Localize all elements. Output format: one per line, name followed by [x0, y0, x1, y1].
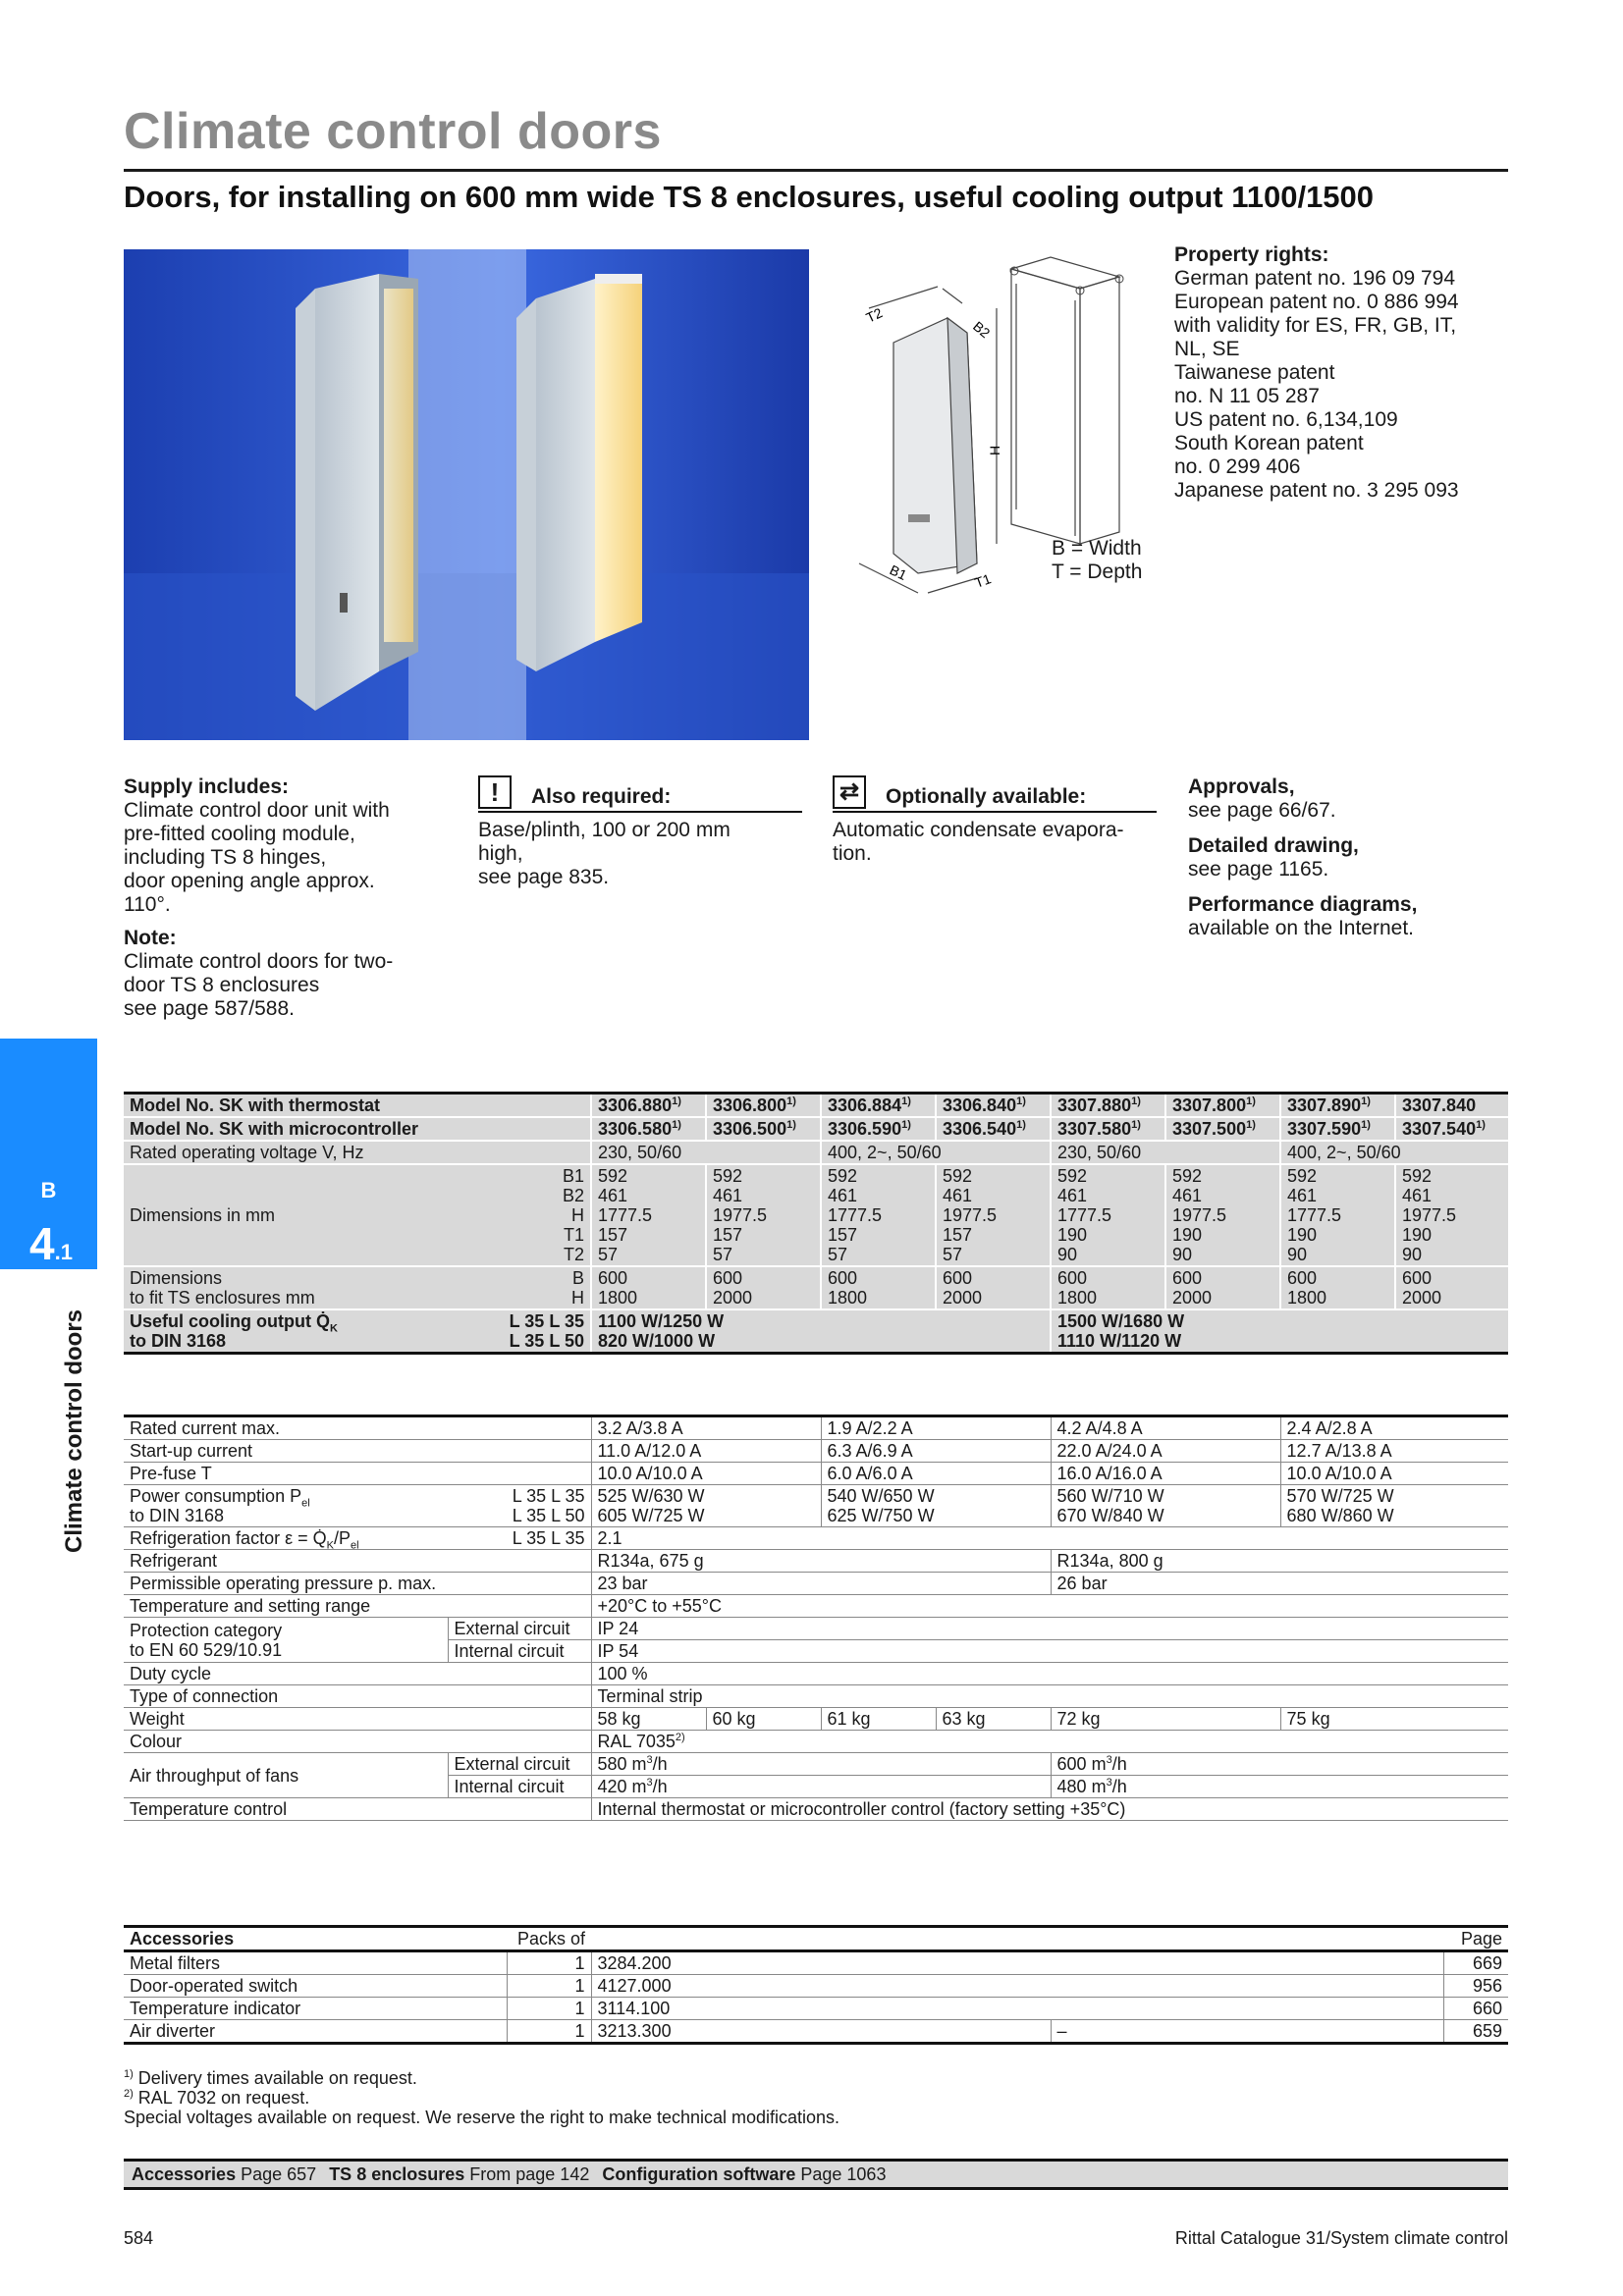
xref-software-page[interactable]: Page 1063	[800, 2164, 887, 2184]
model-no: 3306.884	[828, 1095, 902, 1115]
value-cell: IP 24	[591, 1618, 1508, 1640]
accessory-packs: 1	[507, 1951, 591, 1975]
accessory-page: 956	[1443, 1975, 1508, 1998]
row-label	[124, 1309, 497, 1354]
model-table	[124, 1092, 1508, 1355]
row-temp-control	[124, 1798, 1508, 1821]
supply-line: 110°.	[124, 893, 171, 916]
factor-key: L 35 L 35	[448, 1527, 591, 1550]
optional-line: tion.	[833, 842, 872, 865]
unit-tail: /h	[1111, 1777, 1127, 1796]
property-line: no. N 11 05 287	[1174, 385, 1320, 407]
fit-cell: 600 1800	[1051, 1266, 1165, 1309]
model-cell	[1280, 1117, 1395, 1141]
xref-enclosures: TS 8 enclosures	[329, 2164, 465, 2184]
airflow-value: 580 m	[597, 1754, 647, 1774]
row-label: Pre-fuse T	[124, 1463, 591, 1485]
model-cell	[1395, 1094, 1508, 1118]
footnote-text: RAL 7032 on request.	[133, 2088, 310, 2108]
model-cell	[1051, 1117, 1165, 1141]
value-cell: 10.0 A/10.0 A	[591, 1463, 821, 1485]
row-prefuse	[124, 1463, 1508, 1485]
footnote-mark: 1)	[672, 1095, 681, 1107]
diagrams-title: Performance diagrams,	[1188, 893, 1418, 916]
unit-tail: /h	[1111, 1754, 1127, 1774]
note-line: Climate control doors for two-	[124, 950, 394, 973]
also-required-line: high,	[478, 842, 523, 865]
value-cell: 16.0 A/16.0 A	[1051, 1463, 1280, 1485]
value-cell: 6.0 A/6.0 A	[821, 1463, 1051, 1485]
footnote-mark: 2)	[124, 2088, 134, 2100]
model-no: 3306.540	[943, 1119, 1017, 1139]
row-label: Duty cycle	[124, 1663, 591, 1685]
value-cell	[591, 1753, 1051, 1776]
also-required-title: Also required:	[531, 785, 672, 808]
model-cell	[591, 1117, 706, 1141]
label-b2: B2	[970, 318, 994, 342]
voltage-cell: 230, 50/60	[1051, 1141, 1280, 1164]
dim-cell: 592 461 1777.5 157 57	[591, 1164, 706, 1266]
fit-cell: 600 2000	[936, 1266, 1051, 1309]
model-cell	[706, 1094, 821, 1118]
footnote-1	[124, 2068, 839, 2088]
circuit-label: Internal circuit	[448, 1776, 591, 1798]
footnote-mark: 1)	[1361, 1095, 1371, 1107]
note-title: Note:	[124, 927, 177, 949]
section-main: 4	[29, 1218, 55, 1269]
accessory-model2	[1051, 1951, 1443, 1975]
footnote-mark: 1)	[1016, 1119, 1026, 1131]
row-label: Air throughput of fans	[124, 1753, 448, 1798]
footnote-mark: 2)	[675, 1732, 685, 1743]
title-rule	[124, 169, 1508, 172]
supply-title: Supply includes:	[124, 775, 290, 798]
value-cell: 63 kg	[936, 1708, 1051, 1731]
footnote-mark: 1)	[1131, 1119, 1141, 1131]
model-cell	[821, 1094, 936, 1118]
supply-line: pre-fitted cooling module,	[124, 823, 355, 845]
row-label: Weight	[124, 1708, 591, 1731]
section-number	[29, 1217, 73, 1270]
footnote-mark: 1)	[1361, 1119, 1371, 1131]
row-label: Type of connection	[124, 1685, 591, 1708]
footnote-mark: 1)	[786, 1119, 796, 1131]
value-cell: 4.2 A/4.8 A	[1051, 1416, 1280, 1440]
accessory-model: 3114.100	[591, 1998, 1051, 2020]
cooling-label2: to DIN 3168	[130, 1331, 227, 1351]
row-label: Rated operating voltage V, Hz	[124, 1141, 591, 1164]
dim-cell: 592 461 1977.5 157 57	[936, 1164, 1051, 1266]
also-required	[478, 775, 802, 889]
dim-cell: 592 461 1977.5 190 90	[1165, 1164, 1280, 1266]
drawing-title: Detailed drawing,	[1188, 834, 1359, 857]
model-no: 3306.880	[598, 1095, 673, 1115]
row-label: Refrigerant	[124, 1550, 591, 1573]
value-cell: 2.4 A/2.8 A	[1280, 1416, 1508, 1440]
row-label	[124, 1485, 448, 1527]
supply-line: Climate control door unit with	[124, 799, 390, 822]
value-cell: 61 kg	[821, 1708, 936, 1731]
fit-cell: 600 1800	[591, 1266, 706, 1309]
model-cell	[821, 1117, 936, 1141]
model-no: 3307.840	[1402, 1095, 1477, 1115]
value-cell: 100 %	[591, 1663, 1508, 1685]
fit-cell: 600 1800	[821, 1266, 936, 1309]
accessory-packs: 1	[507, 2020, 591, 2044]
catalogue-name: Rittal Catalogue 31/System climate control	[1174, 2228, 1508, 2248]
cooling-keys: L 35 L 35 L 35 L 50	[497, 1309, 591, 1354]
property-line: German patent no. 196 09 794	[1174, 267, 1456, 290]
cross-reference-bar	[124, 2162, 1508, 2190]
diagrams-line: available on the Internet.	[1188, 917, 1414, 939]
circuit-label: External circuit	[448, 1618, 591, 1640]
exclamation-icon: !	[478, 775, 512, 809]
value-cell: 12.7 A/13.8 A	[1280, 1440, 1508, 1463]
dim-keys: B1 B2 H T1 T2	[497, 1164, 591, 1266]
footnote-mark: 1)	[124, 2068, 134, 2080]
cooling-label: Useful cooling output Q̇	[130, 1311, 330, 1331]
supply-line: including TS 8 hinges,	[124, 846, 327, 869]
fit-keys: B H	[497, 1266, 591, 1309]
model-no: 3307.880	[1057, 1095, 1132, 1115]
accessory-row	[124, 1975, 1508, 1998]
label-h: H	[987, 445, 1002, 455]
section-label: Climate control doors	[61, 1308, 87, 1553]
value-cell	[1051, 1776, 1508, 1798]
model2-header	[1051, 1927, 1443, 1951]
value-cell: 75 kg	[1280, 1708, 1508, 1731]
accessory-model2	[1051, 1975, 1443, 1998]
cooling-cell: 1500 W/1680 W 1110 W/1120 W	[1051, 1309, 1508, 1354]
accessory-row	[124, 1998, 1508, 2020]
row-label: Dimensions to fit TS enclosures mm	[124, 1266, 497, 1309]
value-cell: 570 W/725 W 680 W/860 W	[1280, 1485, 1508, 1527]
value-cell: 3.2 A/3.8 A	[591, 1416, 821, 1440]
xref-accessories: Accessories	[132, 2164, 237, 2184]
accessory-page: 660	[1443, 1998, 1508, 2020]
model-no: 3307.800	[1172, 1095, 1247, 1115]
dimension-legend	[1052, 537, 1142, 584]
colour-value: RAL 7035	[597, 1732, 676, 1751]
approvals-line: see page 66/67.	[1188, 799, 1336, 822]
row-pressure	[124, 1573, 1508, 1595]
row-label: Model No. SK with thermostat	[124, 1094, 591, 1118]
accessory-packs: 1	[507, 1975, 591, 1998]
footnote-mark: 1)	[901, 1095, 911, 1107]
approvals-title: Approvals,	[1188, 775, 1295, 798]
footnote-mark: 1)	[1246, 1095, 1256, 1107]
factor-mid: /P	[333, 1528, 351, 1548]
row-label: Permissible operating pressure p. max.	[124, 1573, 591, 1595]
property-line: Japanese patent no. 3 295 093	[1174, 479, 1459, 502]
dim-cell: 592 461 1777.5 190 90	[1280, 1164, 1395, 1266]
property-line: with validity for ES, FR, GB, IT,	[1174, 314, 1457, 337]
value-cell: 26 bar	[1051, 1573, 1508, 1595]
footnote-mark: 1)	[901, 1119, 911, 1131]
value-cell: 2.1	[591, 1527, 1508, 1550]
value-cell	[591, 1731, 1508, 1753]
page-number: 584	[124, 2228, 154, 2248]
unit-sup: 3	[646, 1754, 653, 1766]
dim-cell: 592 461 1777.5 157 57	[821, 1164, 936, 1266]
row-thermostat	[124, 1094, 1508, 1118]
row-airflow-ext	[124, 1753, 1508, 1776]
row-protection-ext	[124, 1618, 1508, 1640]
unit-sup: 3	[1106, 1777, 1112, 1789]
footnote-mark: 1)	[1246, 1119, 1256, 1131]
row-label: Protection category to EN 60 529/10.91	[124, 1618, 448, 1663]
footnote-mark: 1)	[1016, 1095, 1026, 1107]
row-label: Colour	[124, 1731, 591, 1753]
model-cell	[1165, 1117, 1280, 1141]
note-line: door TS 8 enclosures	[124, 974, 320, 996]
value-cell: Internal thermostat or microcontroller control (factory setting +35°C)	[591, 1798, 1508, 1821]
label-t1: T1	[972, 570, 994, 591]
model-cell	[1395, 1117, 1508, 1141]
model-no: 3306.590	[828, 1119, 902, 1139]
section-sub: .1	[54, 1240, 73, 1264]
accessory-model2	[1051, 1998, 1443, 2020]
section-letter: B	[40, 1178, 57, 1202]
unit-sup: 3	[646, 1777, 653, 1789]
row-label: Temperature control	[124, 1798, 591, 1821]
accessory-model: 3213.300	[591, 2020, 1051, 2044]
row-colour	[124, 1731, 1508, 1753]
cooling-sub: K	[329, 1322, 338, 1335]
value-cell: 525 W/630 W 605 W/725 W	[591, 1485, 821, 1527]
airflow-value: 600 m	[1056, 1754, 1107, 1774]
property-line: South Korean patent	[1174, 432, 1364, 454]
footnote-text: Delivery times available on request.	[133, 2068, 417, 2088]
dim-cell: 592 461 1977.5 190 90	[1395, 1164, 1508, 1266]
unit-tail: /h	[652, 1754, 668, 1774]
page-title: Climate control doors	[124, 103, 662, 160]
model-cell	[936, 1117, 1051, 1141]
also-required-header	[478, 775, 802, 813]
footnote-3: Special voltages available on request. We reserve the right to make technical modifications.	[124, 2108, 840, 2127]
circuit-label: Internal circuit	[448, 1640, 591, 1663]
swap-arrows-icon: ⇄	[833, 775, 866, 809]
factor-label: Refrigeration factor ε = Q̇	[130, 1528, 327, 1548]
value-cell: 10.0 A/10.0 A	[1280, 1463, 1508, 1485]
model-cell	[1051, 1094, 1165, 1118]
factor-sub: el	[350, 1539, 359, 1550]
voltage-cell: 400, 2~, 50/60	[821, 1141, 1051, 1164]
model-no: 3307.540	[1402, 1119, 1477, 1139]
model-cell	[706, 1117, 821, 1141]
accessory-model: 4127.000	[591, 1975, 1051, 1998]
property-rights-title: Property rights:	[1174, 243, 1329, 266]
property-line: no. 0 299 406	[1174, 455, 1301, 478]
value-cell	[591, 1776, 1051, 1798]
packs-header: Packs of	[507, 1927, 591, 1951]
spec-table	[124, 1415, 1508, 1821]
value-cell: 60 kg	[706, 1708, 821, 1731]
accessory-model: 3284.200	[591, 1951, 1051, 1975]
row-microcontroller	[124, 1117, 1508, 1141]
airflow-value: 480 m	[1056, 1777, 1107, 1796]
model-no: 3306.580	[598, 1119, 673, 1139]
voltage-cell: 230, 50/60	[591, 1141, 821, 1164]
approvals	[1188, 775, 1512, 940]
fit-cell: 600 2000	[706, 1266, 821, 1309]
row-weight	[124, 1708, 1508, 1731]
xref-software: Configuration software	[602, 2164, 796, 2184]
optional-line: Automatic condensate evapora-	[833, 819, 1124, 841]
property-line: NL, SE	[1174, 338, 1240, 360]
footnote-mark: 1)	[672, 1119, 681, 1131]
supply-includes	[124, 775, 438, 1021]
accessory-name: Temperature indicator	[124, 1998, 507, 2020]
accessory-packs: 1	[507, 1998, 591, 2020]
row-dimensions	[124, 1164, 1508, 1266]
power-label2: to DIN 3168	[130, 1506, 225, 1525]
model-no: 3307.500	[1172, 1119, 1247, 1139]
factor-sub: K	[326, 1539, 334, 1550]
property-line: Taiwanese patent	[1174, 361, 1335, 384]
property-rights	[1174, 243, 1498, 503]
row-label: Rated current max.	[124, 1416, 591, 1440]
fit-cell: 600 2000	[1165, 1266, 1280, 1309]
accessory-page: 659	[1443, 2020, 1508, 2044]
legend-depth: T = Depth	[1052, 561, 1143, 583]
model-no: 3306.840	[943, 1095, 1017, 1115]
voltage-cell: 400, 2~, 50/60	[1280, 1141, 1508, 1164]
row-refrigerant	[124, 1550, 1508, 1573]
note-line: see page 587/588.	[124, 997, 295, 1020]
power-sub: el	[301, 1497, 310, 1510]
also-required-line: see page 835.	[478, 866, 610, 888]
row-startup	[124, 1440, 1508, 1463]
optional-title: Optionally available:	[886, 785, 1087, 808]
footnote-mark: 1)	[1131, 1095, 1141, 1107]
value-cell: 58 kg	[591, 1708, 706, 1731]
row-label: Dimensions in mm	[124, 1164, 497, 1266]
fit-cell: 600 1800	[1280, 1266, 1395, 1309]
optionally-available	[833, 775, 1157, 866]
model-no: 3307.590	[1287, 1119, 1362, 1139]
legend-width: B = Width	[1052, 537, 1142, 560]
dim-cell: 592 461 1777.5 190 90	[1051, 1164, 1165, 1266]
value-cell: 11.0 A/12.0 A	[591, 1440, 821, 1463]
accessory-name: Air diverter	[124, 2020, 507, 2044]
row-power	[124, 1485, 1508, 1527]
row-refrigeration-factor	[124, 1527, 1508, 1550]
footnote-2	[124, 2088, 839, 2108]
property-line: European patent no. 0 886 994	[1174, 291, 1459, 313]
row-label: Model No. SK with microcontroller	[124, 1117, 591, 1141]
model-no: 3307.580	[1057, 1119, 1132, 1139]
value-cell: Terminal strip	[591, 1685, 1508, 1708]
accessory-model2: –	[1051, 2020, 1443, 2044]
row-fit	[124, 1266, 1508, 1309]
row-label: Temperature and setting range	[124, 1595, 591, 1618]
dim-cell: 592 461 1977.5 157 57	[706, 1164, 821, 1266]
power-keys: L 35 L 35 L 35 L 50	[448, 1485, 591, 1527]
accessories-table	[124, 1925, 1508, 2045]
model-no: 3306.500	[713, 1119, 787, 1139]
optional-header	[833, 775, 1157, 813]
accessories-title: Accessories	[124, 1927, 507, 1951]
value-cell: 6.3 A/6.9 A	[821, 1440, 1051, 1463]
value-cell: 22.0 A/24.0 A	[1051, 1440, 1280, 1463]
circuit-label: External circuit	[448, 1753, 591, 1776]
value-cell: 72 kg	[1051, 1708, 1280, 1731]
value-cell: 1.9 A/2.2 A	[821, 1416, 1051, 1440]
model-cell	[1165, 1094, 1280, 1118]
page-header: Page	[1443, 1927, 1508, 1951]
product-photo	[124, 249, 809, 740]
model-no: 3307.890	[1287, 1095, 1362, 1115]
accessory-name: Metal filters	[124, 1951, 507, 1975]
supply-line: door opening angle approx.	[124, 870, 375, 892]
row-label	[124, 1527, 448, 1550]
footnotes	[124, 2068, 839, 2127]
model-cell	[936, 1094, 1051, 1118]
unit-sup: 3	[1106, 1754, 1112, 1766]
accessory-page: 669	[1443, 1951, 1508, 1975]
cooling-cell: 1100 W/1250 W 820 W/1000 W	[591, 1309, 1051, 1354]
row-temp-range	[124, 1595, 1508, 1618]
value-cell	[1051, 1753, 1508, 1776]
fit-cell: 600 2000	[1395, 1266, 1508, 1309]
row-connection	[124, 1685, 1508, 1708]
xref-accessories-page[interactable]: Page 657	[241, 2164, 317, 2184]
power-label: Power consumption P	[130, 1486, 302, 1506]
value-cell: IP 54	[591, 1640, 1508, 1663]
value-cell: 560 W/710 W 670 W/840 W	[1051, 1485, 1280, 1527]
page-subtitle: Doors, for installing on 600 mm wide TS 8 enclosures, useful cooling output 1100/1500	[124, 180, 1375, 214]
model-header	[591, 1927, 1051, 1951]
value-cell: R134a, 675 g	[591, 1550, 1051, 1573]
footnote-mark: 1)	[1476, 1119, 1486, 1131]
drawing-line: see page 1165.	[1188, 858, 1329, 881]
model-cell	[1280, 1094, 1395, 1118]
label-t2: T2	[863, 304, 886, 326]
label-b1: B1	[887, 561, 910, 583]
model-no: 3306.800	[713, 1095, 787, 1115]
accessory-row	[124, 2020, 1508, 2044]
value-cell: 23 bar	[591, 1573, 1051, 1595]
row-label: Start-up current	[124, 1440, 591, 1463]
xref-enclosures-page[interactable]: From page 142	[469, 2164, 590, 2184]
accessories-header	[124, 1927, 1508, 1951]
row-rated-current	[124, 1416, 1508, 1440]
airflow-value: 420 m	[597, 1777, 647, 1796]
row-duty	[124, 1663, 1508, 1685]
property-line: US patent no. 6,134,109	[1174, 408, 1398, 431]
row-cooling-output	[124, 1309, 1508, 1354]
row-voltage	[124, 1141, 1508, 1164]
accessory-name: Door-operated switch	[124, 1975, 507, 1998]
model-cell	[591, 1094, 706, 1118]
accessory-row	[124, 1951, 1508, 1975]
value-cell: +20°C to +55°C	[591, 1595, 1508, 1618]
unit-tail: /h	[652, 1777, 668, 1796]
also-required-line: Base/plinth, 100 or 200 mm	[478, 819, 730, 841]
footnote-mark: 1)	[786, 1095, 796, 1107]
value-cell: 540 W/650 W 625 W/750 W	[821, 1485, 1051, 1527]
value-cell: R134a, 800 g	[1051, 1550, 1508, 1573]
